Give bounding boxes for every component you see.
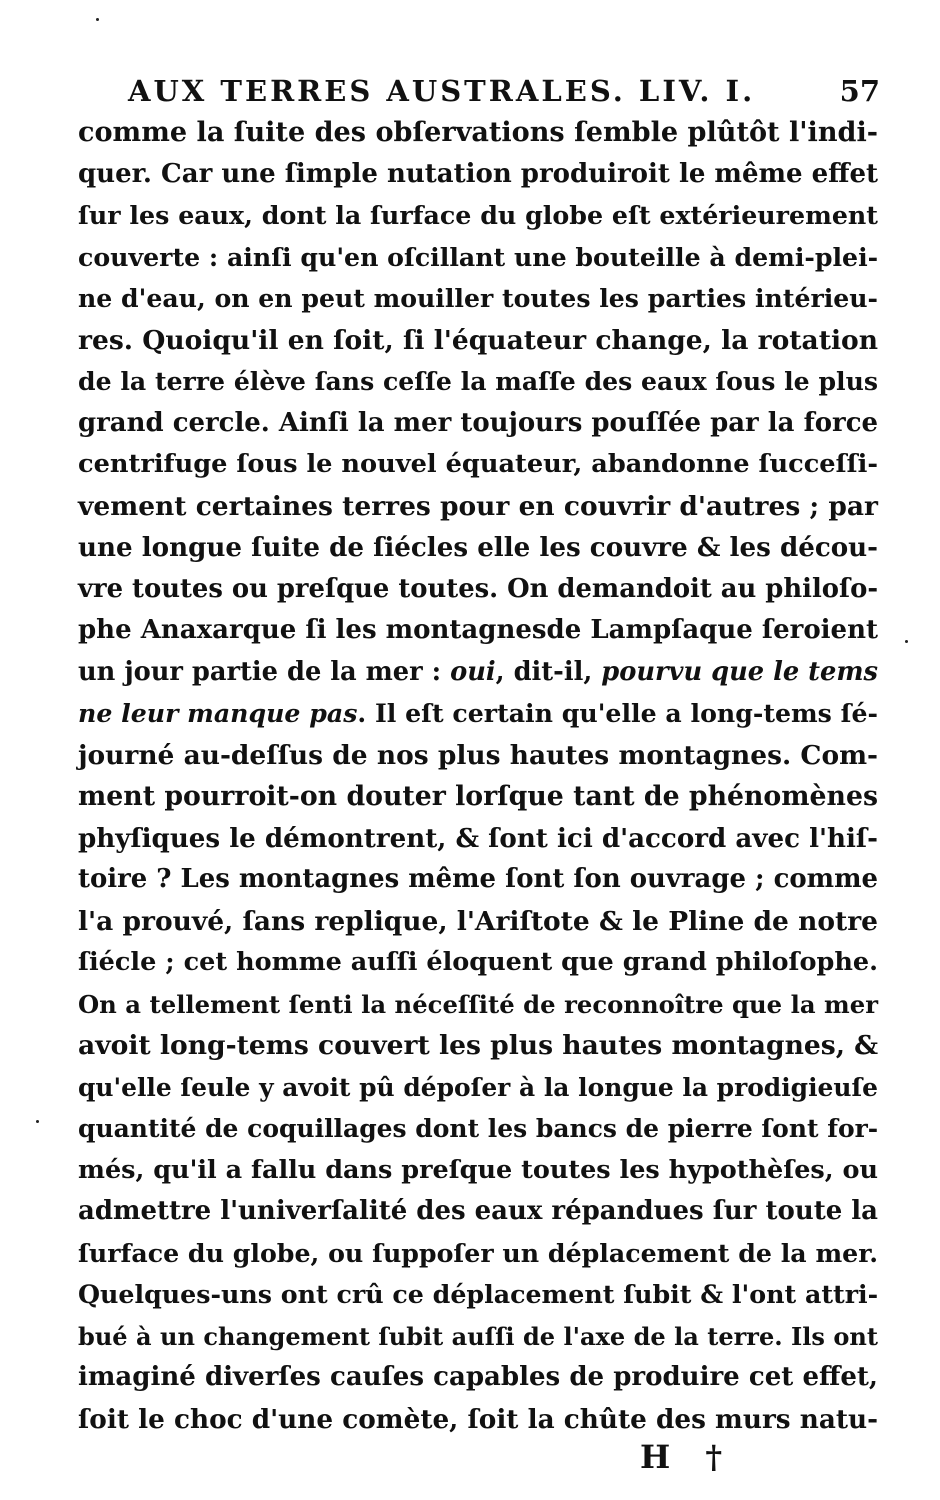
text-line: més, qu'il a fallu dans preſque toutes les hypothèſes, ou [78,1154,878,1185]
text-line: une longue ſuite de ſiécles elle les couvre & les décou- [78,532,878,563]
text-line: centrifuge ſous le nouvel équateur, abandonne ſucceſſi- [78,449,878,479]
text-line: Quelques-uns ont crû ce déplacement ſubit & l'ont attri- [78,1279,879,1309]
margin-speck [96,18,99,21]
text-line: phyſiques le démontrent, & ſont ici d'accord avec l'hiſ- [78,822,878,854]
text-line: ſurface du globe, ou ſuppoſer un déplacement de la mer. [78,1237,878,1268]
page-number: 57 [839,74,880,108]
text-line: ne d'eau, on en peut mouiller toutes les parties intérieu- [78,283,878,313]
text-line: ſiécle ; cet homme auſſi éloquent que grand philoſophe. [78,947,878,977]
text-line: ment pourroit-on douter lorſque tant de phénomènes [78,781,878,812]
italic-quote: pourvu que le tems [601,656,878,687]
text-line: grand cercle. Ainſi la mer toujours pouſſée par la force [78,407,878,438]
text-line: quer. Car une ſimple nutation produiroit le même effet [78,158,879,189]
running-head-title: AUX TERRES AUSTRALES. LIV. I. [128,74,756,108]
text-line: ſur les eaux, dont la ſurface du globe eſt extérieurement [78,200,878,230]
margin-speck [905,640,908,643]
running-head [128,70,880,114]
text-line: phe Anaxarque ſi les montagnesde Lampſaque ſeroient [78,615,878,645]
body-text [78,112,878,1440]
text-line: un jour partie de la mer : oui, dit-il, pourvu que le tems [78,656,878,687]
text-line: qu'elle ſeule y avoit pû dépoſer à la longue la prodigieuſe [78,1072,878,1102]
italic-quote: oui [450,656,496,687]
text-line: avoit long-tems couvert les plus hautes montagnes, & [78,1030,879,1061]
text-line: de la terre élève ſans ceſſe la maſſe des eaux ſous le plus [78,366,878,396]
text-line: journé au-deſſus de nos plus hautes montagnes. Com- [78,739,878,771]
text-line: vement certaines terres pour en couvrir d'autres ; par [78,490,878,522]
text-line: ne leur manque pas. Il eſt certain qu'elle a long-tems ſé- [78,698,878,728]
text-line: vre toutes ou preſque toutes. On demandoit au philoſo- [78,573,879,604]
italic-quote: ne leur manque pas [78,698,358,728]
text-line: imaginé diverſes cauſes capables de produire cet effet, [78,1362,878,1392]
margin-speck [36,1120,39,1123]
text-line: admettre l'univerſalité des eaux répandues ſur toute la [78,1196,878,1226]
signature-mark: H † [640,1438,735,1476]
text-line: quantité de coquillages dont les bancs de pierre ſont for- [78,1114,879,1143]
text-line: bué à un changement ſubit auſſi de l'axe de la terre. Ils ont [78,1321,878,1351]
text-line: On a tellement ſenti la néceſſité de reconnoître que la mer [78,989,878,1019]
text-line: l'a prouvé, ſans replique, l'Ariſtote & le Pline de notre [78,905,878,937]
text-line: toire ? Les montagnes même ſont ſon ouvrage ; comme [78,864,878,894]
text-line: comme la ſuite des obſervations ſemble plûtôt l'indi- [78,117,878,148]
text-line: couverte : ainſi qu'en oſcillant une bouteille à demi-plei- [78,241,879,272]
text-line: ſoit le choc d'une comète, ſoit la chûte des murs natu- [78,1403,879,1435]
text-line: res. Quoiqu'il en ſoit, ſi l'équateur change, la rotation [78,324,878,356]
